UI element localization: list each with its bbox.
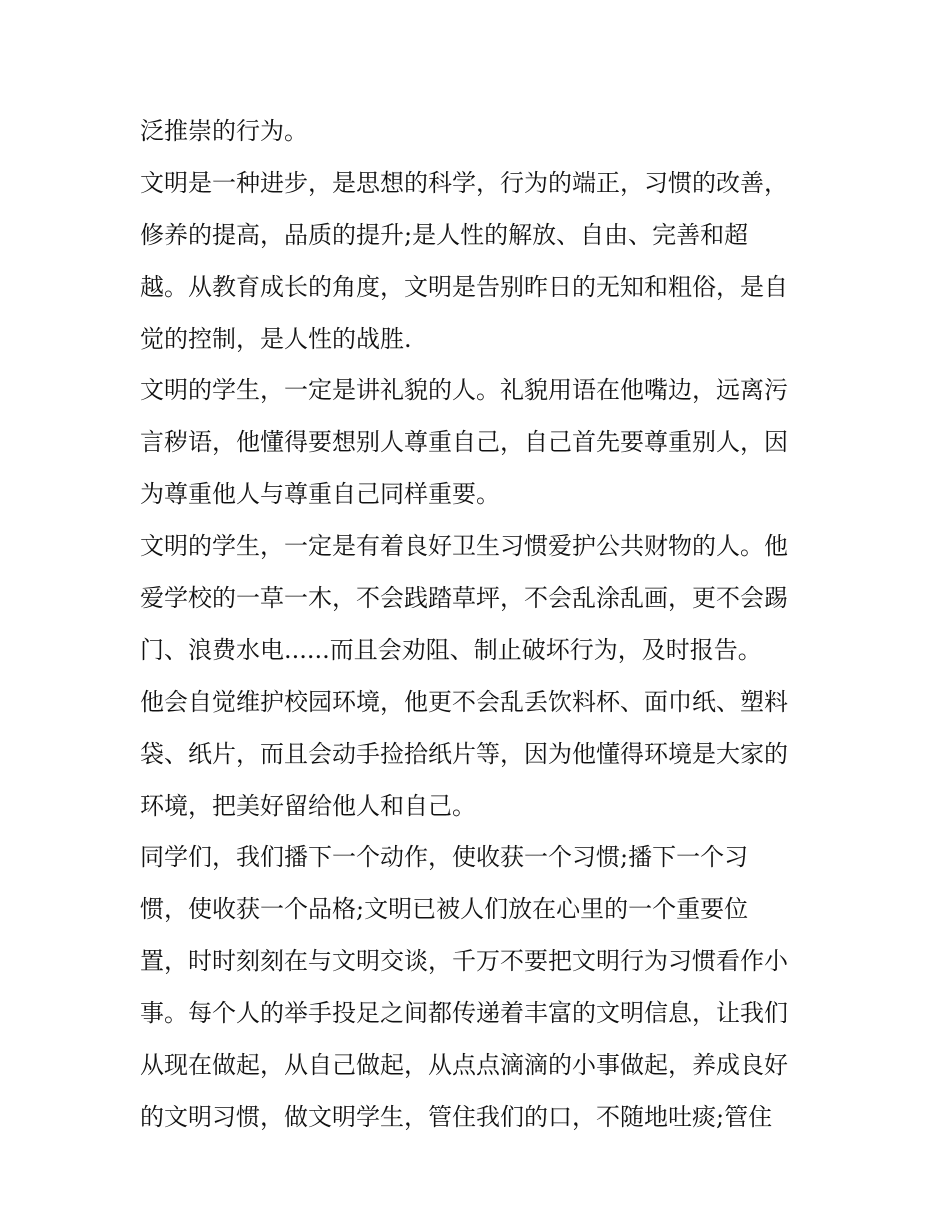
text-line: 文明的学生，一定是讲礼貌的人。礼貌用语在他嘴边，远离污 <box>140 376 788 405</box>
text-line: 环境，把美好留给他人和自己。 <box>140 791 476 820</box>
text-line: 置，时时刻刻在与文明交谈，千万不要把文明行为习惯看作小 <box>140 947 788 976</box>
text-line: 惯，使收获一个品格;文明已被人们放在心里的一个重要位 <box>140 895 749 924</box>
text-line: 的文明习惯，做文明学生，管住我们的口，不随地吐痰;管住 <box>140 1102 773 1131</box>
text-line: 同学们，我们播下一个动作，使收获一个习惯;播下一个习 <box>140 843 749 872</box>
text-line: 事。每个人的举手投足之间都传递着丰富的文明信息，让我们 <box>140 999 788 1028</box>
text-line: 修养的提高，品质的提升;是人性的解放、自由、完善和超 <box>140 220 749 249</box>
text-line: 言秽语，他懂得要想别人尊重自己，自己首先要尊重别人，因 <box>140 428 788 457</box>
text-line: 泛推崇的行为。 <box>140 117 308 145</box>
text-line: 爱学校的一草一木，不会践踏草坪，不会乱涂乱画，更不会踢 <box>140 584 788 613</box>
text-line: 袋、纸片，而且会动手捡拾纸片等，因为他懂得环境是大家的 <box>140 739 788 768</box>
text-line: 文明是一种进步，是思想的科学，行为的端正，习惯的改善， <box>140 168 788 197</box>
text-line: 门、浪费水电......而且会劝阻、制止破坏行为，及时报告。 <box>140 635 762 664</box>
text-line: 越。从教育成长的角度，文明是告别昨日的无知和粗俗，是自 <box>140 272 788 301</box>
document-page <box>140 106 816 1144</box>
text-line: 觉的控制，是人性的战胜. <box>140 324 412 353</box>
text-line: 为尊重他人与尊重自己同样重要。 <box>140 480 500 509</box>
text-line: 文明的学生，一定是有着良好卫生习惯爱护公共财物的人。他 <box>140 532 788 561</box>
text-line: 他会自觉维护校园环境，他更不会乱丢饮料杯、面巾纸、塑料 <box>140 687 788 716</box>
text-line: 从现在做起，从自己做起，从点点滴滴的小事做起，养成良好 <box>140 1051 788 1080</box>
